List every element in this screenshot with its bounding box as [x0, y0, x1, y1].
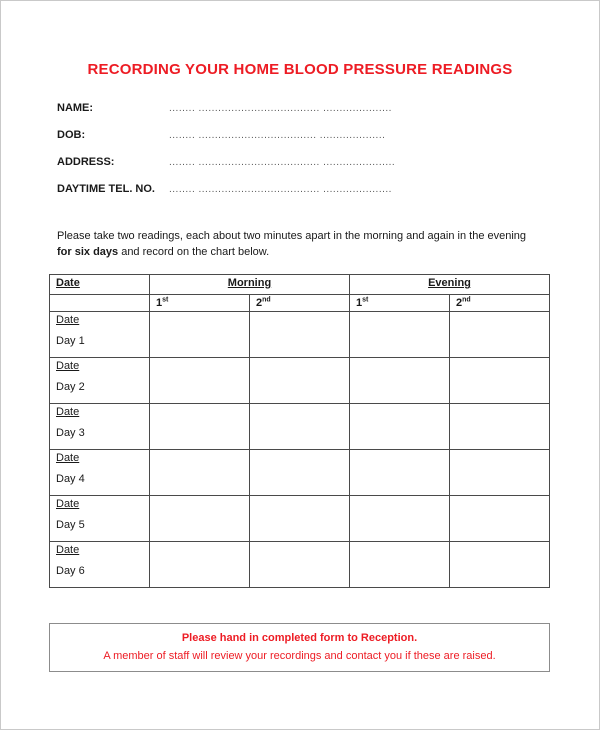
table-row-day-4: [50, 450, 550, 496]
reading-cell: [150, 312, 250, 358]
field-name: [57, 102, 477, 129]
field-daytime-tel: [57, 183, 477, 210]
day-2-label-cell: [50, 358, 150, 404]
day-1-date-label: Date: [56, 314, 80, 326]
reading-cell: [250, 358, 350, 404]
day-6-label-cell: [50, 542, 150, 588]
subheader-num: 2: [456, 297, 463, 309]
subheader-empty: [50, 295, 150, 312]
subheader-ordinal: nd: [262, 296, 271, 304]
reading-cell: [150, 358, 250, 404]
subheader-num: 2: [256, 297, 263, 309]
reading-cell: [450, 404, 550, 450]
reading-cell: [350, 496, 450, 542]
reading-cell: [350, 358, 450, 404]
instructions-line1: Please take two readings, each about two minutes apart in the morning and again in the evening: [57, 230, 527, 242]
reading-cell: [350, 312, 450, 358]
header-evening: [350, 275, 550, 295]
day-5-label: Day 5: [56, 519, 85, 531]
subheader-ordinal: nd: [462, 296, 471, 304]
table-row-day-3: [50, 404, 550, 450]
reading-cell: [150, 404, 250, 450]
subheader-morning-2nd: [250, 295, 350, 312]
subheader-evening-1st: [350, 295, 450, 312]
reading-cell: [350, 450, 450, 496]
header-morning-label: Morning: [227, 277, 272, 289]
field-dob: [57, 129, 477, 156]
day-1-label: Day 1: [56, 335, 85, 347]
day-1-label-cell: [50, 312, 150, 358]
day-2-date-label: Date: [56, 360, 80, 372]
day-2-label: Day 2: [56, 381, 85, 393]
readings-table: [49, 274, 550, 588]
day-3-label-cell: [50, 404, 150, 450]
footer-note-box: [49, 623, 550, 672]
subheader-evening-2nd: [450, 295, 550, 312]
table-row-day-5: [50, 496, 550, 542]
day-6-date-label: Date: [56, 544, 80, 556]
reading-cell: [450, 358, 550, 404]
field-name-fill-line: ........ ..................................... .....................: [169, 103, 392, 114]
field-address-label: ADDRESS:: [57, 156, 115, 168]
table-header-row: [50, 275, 550, 295]
reading-cell: [350, 404, 450, 450]
reading-cell: [450, 496, 550, 542]
header-morning: [150, 275, 350, 295]
day-3-date-label: Date: [56, 406, 80, 418]
day-4-label-cell: [50, 450, 150, 496]
instructions-paragraph: [57, 228, 543, 260]
field-daytime-tel-fill-line: ........ ..................................... .....................: [169, 184, 392, 195]
reading-cell: [250, 542, 350, 588]
footer-reception-note: Please hand in completed form to Reception.: [181, 632, 418, 644]
table-row-day-2: [50, 358, 550, 404]
day-5-date-label: Date: [56, 498, 80, 510]
reading-cell: [250, 404, 350, 450]
reading-cell: [450, 312, 550, 358]
header-evening-label: Evening: [428, 277, 471, 289]
subheader-ordinal: st: [162, 296, 169, 304]
reading-cell: [150, 450, 250, 496]
reading-cell: [450, 542, 550, 588]
subheader-num: 1: [356, 297, 363, 309]
patient-fields: [57, 102, 477, 210]
field-daytime-tel-label: DAYTIME TEL. NO.: [57, 183, 155, 195]
subheader-ordinal: st: [362, 296, 369, 304]
instructions-line2-rest: and record on the chart below.: [118, 246, 270, 258]
field-name-label: NAME:: [57, 102, 94, 114]
field-address-fill-line: ........ ..................................... ......................: [169, 157, 396, 168]
field-dob-fill-line: ........ .................................... ....................: [169, 130, 386, 141]
page-title: RECORDING YOUR HOME BLOOD PRESSURE READINGS: [87, 61, 513, 78]
table-row-day-1: [50, 312, 550, 358]
day-6-label: Day 6: [56, 565, 85, 577]
field-dob-label: DOB:: [57, 129, 86, 141]
reading-cell: [250, 450, 350, 496]
subheader-num: 1: [156, 297, 163, 309]
day-5-label-cell: [50, 496, 150, 542]
reading-cell: [150, 542, 250, 588]
reading-cell: [350, 542, 450, 588]
subheader-morning-1st: [150, 295, 250, 312]
day-4-date-label: Date: [56, 452, 80, 464]
day-4-label: Day 4: [56, 473, 85, 485]
header-date: [50, 275, 150, 295]
footer-staff-review-note: A member of staff will review your recordings and contact you if these are raised.: [103, 650, 496, 662]
instructions-bold-six-days: for six days: [57, 246, 119, 258]
reading-cell: [250, 312, 350, 358]
field-address: [57, 156, 477, 183]
table-subheader-row: [50, 295, 550, 312]
reading-cell: [250, 496, 350, 542]
reading-cell: [450, 450, 550, 496]
header-date-label: Date: [56, 277, 80, 289]
table-row-day-6: [50, 542, 550, 588]
day-3-label: Day 3: [56, 427, 85, 439]
reading-cell: [150, 496, 250, 542]
